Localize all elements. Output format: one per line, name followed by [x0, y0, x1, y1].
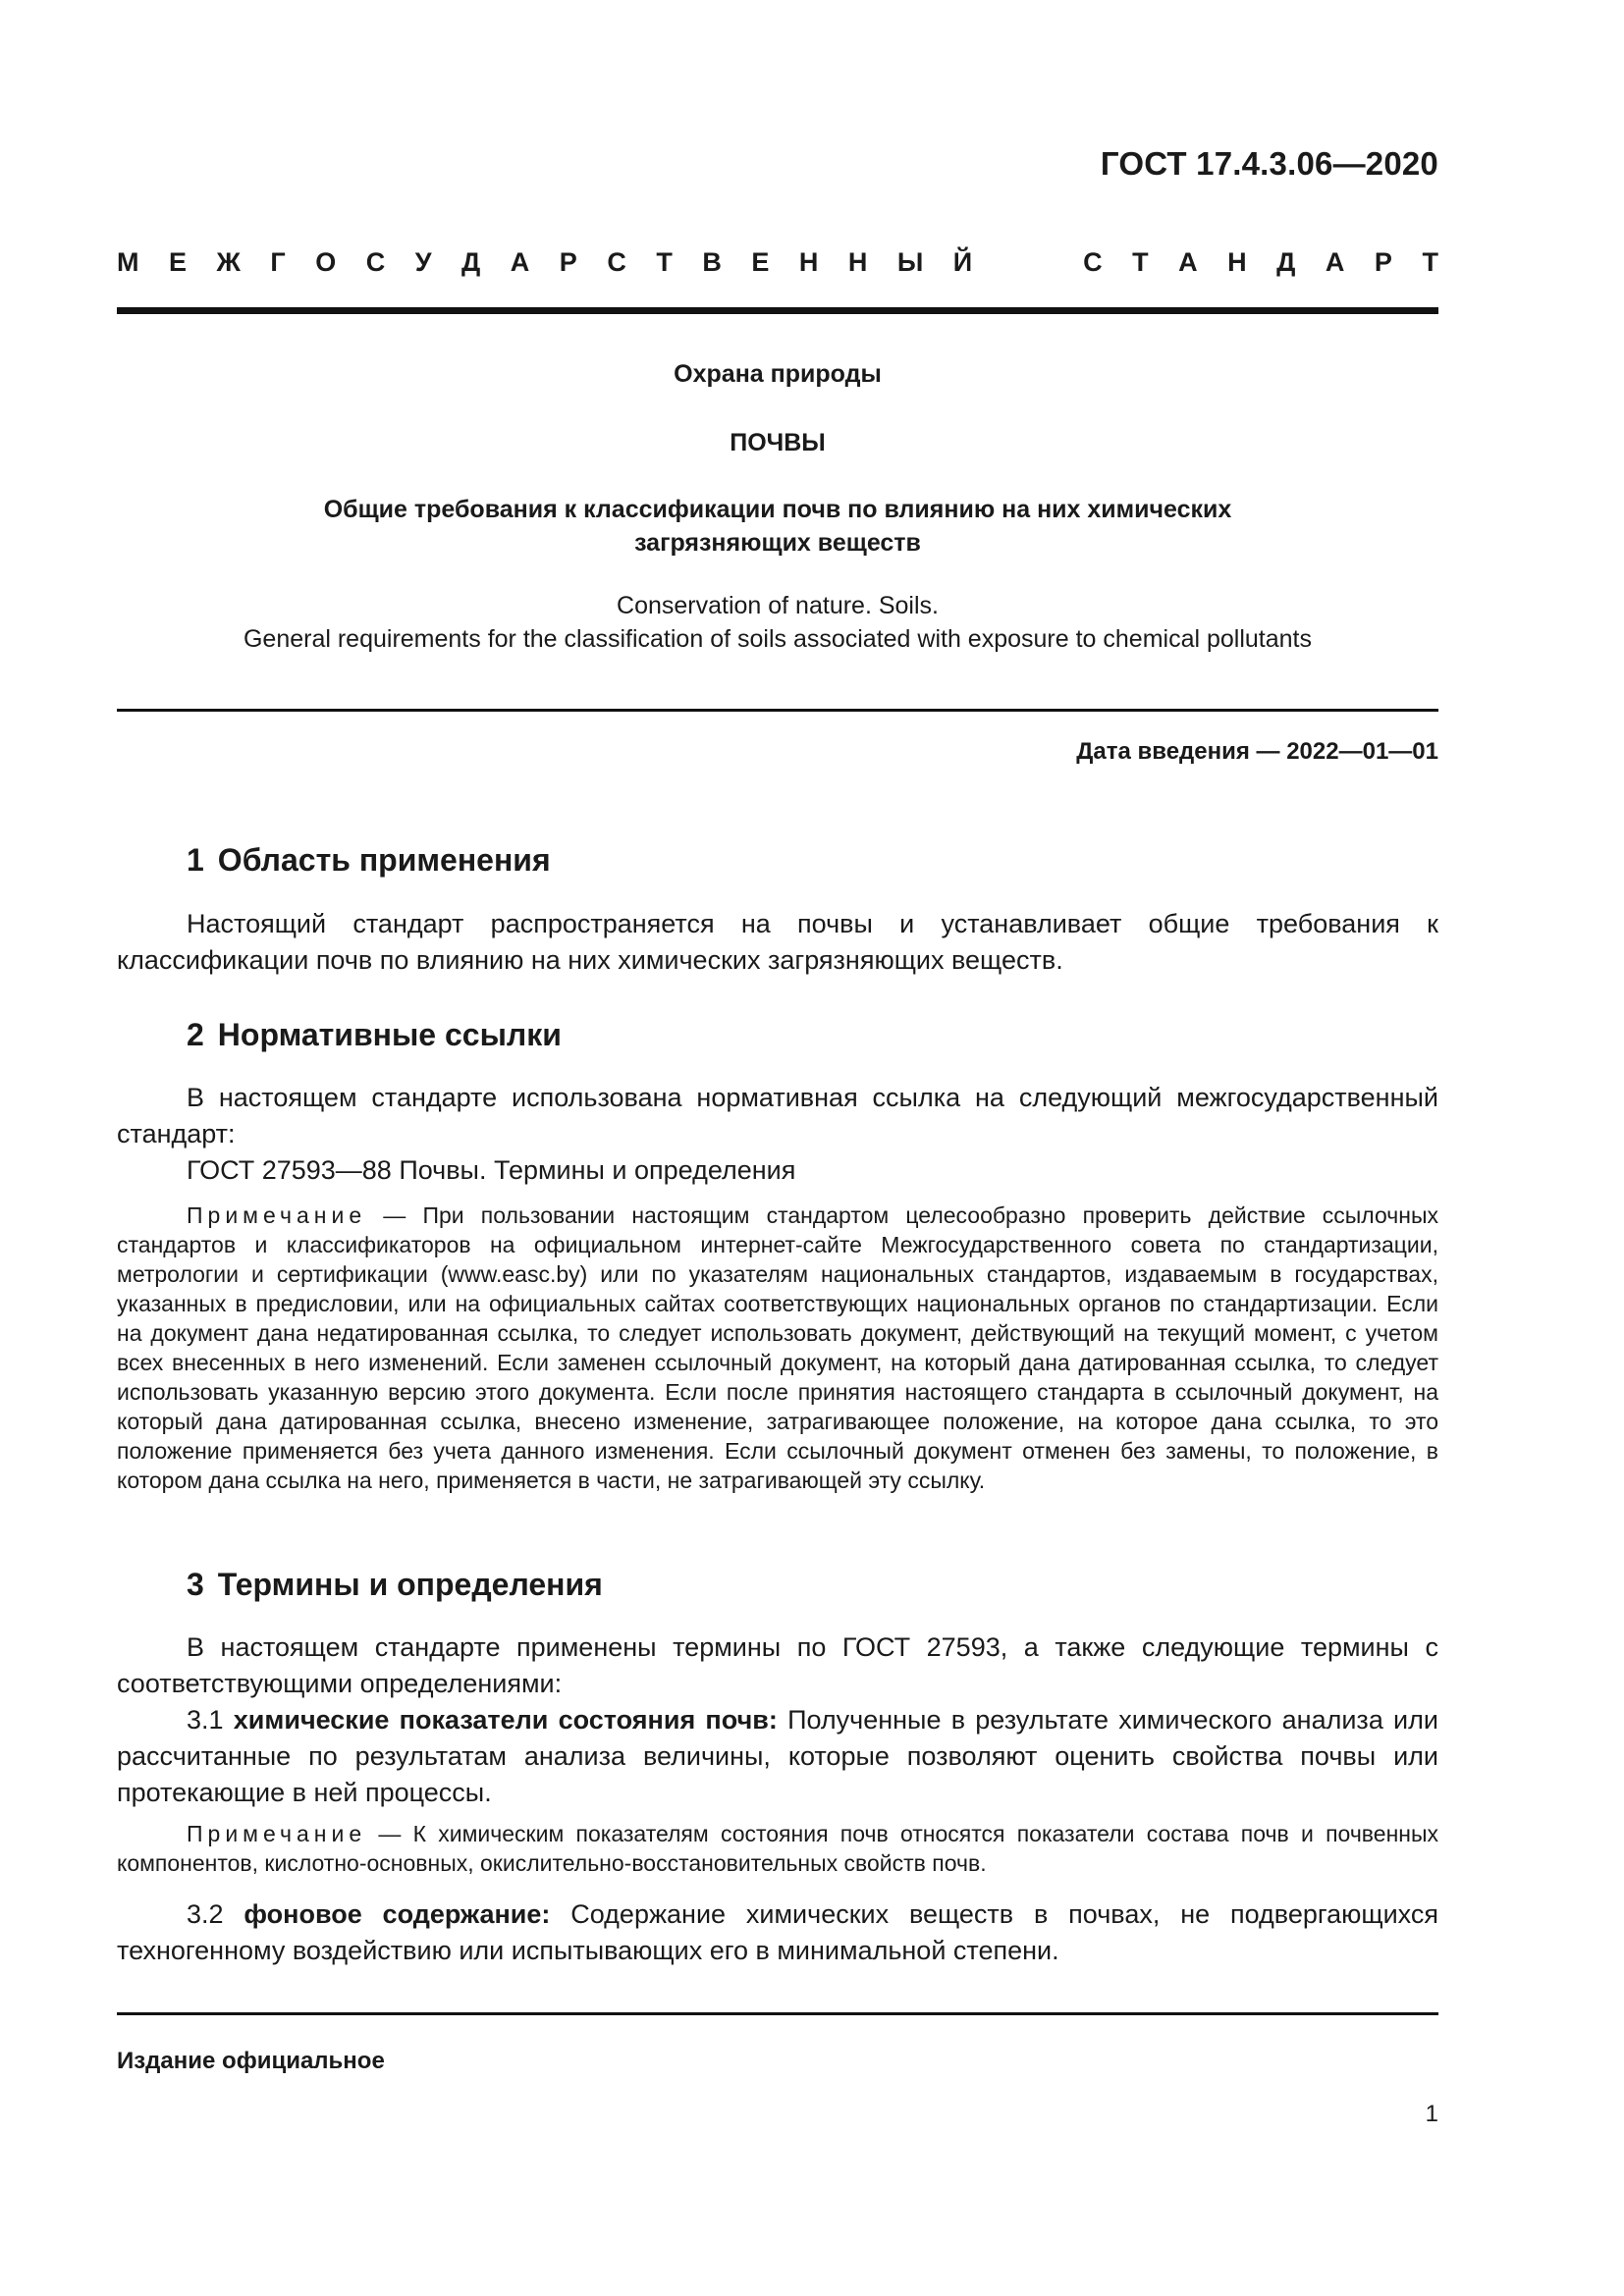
term-definition: Полученные в результате химического анализа или рассчитанные по результатам анализа величины, которые позволяют оценить свойства почвы или протекающие в ней процессы. [117, 1705, 1438, 1807]
page-number: 1 [1425, 2101, 1438, 2127]
banner-letter: Г [270, 247, 286, 277]
header-rule [117, 307, 1438, 314]
banner-letter: С [607, 247, 626, 277]
section-title: Термины и определения [217, 1567, 603, 1602]
section-number: 1 [187, 842, 204, 878]
banner-letter: Д [1276, 247, 1296, 277]
term-number: 3.2 [187, 1899, 244, 1929]
section-3-heading [187, 1567, 603, 1603]
subject-title: Охрана природы [674, 360, 882, 388]
title-en-line-2: General requirements for the classification of soils associated with exposure to chemical pollutants [243, 625, 1313, 653]
banner-letter: М [117, 247, 139, 277]
section-3-text: В настоящем стандарте применены термины по ГОСТ 27593, а также следующие термины с соответствующими определениями: [117, 1632, 1438, 1698]
banner-letter: Н [847, 247, 868, 277]
section-title: Нормативные ссылки [217, 1017, 562, 1052]
term-name: фоновое содержание: [244, 1899, 551, 1929]
footer-rule [117, 2012, 1438, 2015]
note-text: — К химическим показателям состояния почв относятся показатели состава почв и почвенных компонентов, кислотно-основных, окислительно-восстановительных свойств почв. [117, 1821, 1438, 1876]
term-definition: Содержание химических веществ в почвах, не подвергающихся техногенному воздействию или испытывающих его в минимальной степени. [117, 1899, 1438, 1965]
official-edition-label: Издание официальное [117, 2048, 385, 2074]
banner-letter: Й [952, 247, 973, 277]
banner-letter: Р [559, 247, 577, 277]
note-label: Примечание [187, 1202, 367, 1228]
banner-letter: Е [169, 247, 188, 277]
banner-letter: С [1083, 247, 1103, 277]
section-1-heading [187, 842, 551, 879]
banner-letter: Т [1422, 247, 1438, 277]
document-code: ГОСТ 17.4.3.06—2020 [1100, 145, 1438, 182]
interstate-standard-banner [117, 247, 1438, 287]
banner-letter: А [510, 247, 530, 277]
banner-letter: А [1325, 247, 1345, 277]
banner-letter: Н [798, 247, 819, 277]
banner-letter: Р [1374, 247, 1392, 277]
title-en [117, 589, 1438, 656]
banner-letter: А [1178, 247, 1198, 277]
introduction-date: Дата введения — 2022—01—01 [1076, 738, 1438, 765]
banner-letter: Ж [216, 247, 241, 277]
banner-letter: Е [751, 247, 770, 277]
title-rule [117, 709, 1438, 712]
section-2-heading [187, 1017, 562, 1053]
title-ru-line-1: Общие требования к классификации почв по влиянию на них химических [323, 496, 1232, 523]
note-label: Примечание [187, 1821, 367, 1846]
section-number: 3 [187, 1567, 204, 1602]
title-ru [117, 493, 1438, 560]
section-2-text: В настоящем стандарте использована нормативная ссылка на следующий межгосударственный стандарт: [117, 1083, 1438, 1148]
banner-letter: Ы [896, 247, 924, 277]
section-number: 2 [187, 1017, 204, 1052]
banner-letter: Т [1132, 247, 1149, 277]
banner-letter: Н [1227, 247, 1247, 277]
term-3-1 [117, 1702, 1438, 1811]
note-text: — При пользовании настоящим стандартом целесообразно проверить действие ссылочных стандартов и классификаторов на официальном интернет-сайте Межгосударственного совета по стандартизации, метрологии и сертификации (www.easc.by) или по указателям национальных стандартов, издаваемым в государствах, указанных в предисловии, или на официальных сайтах соответствующих национальных органов по стандартизации. Если на документ дана недатированная ссылка, то следует использовать документ, действующий на текущий момент, с учетом всех внесенных в него изменений. Если заменен ссылочный документ, на который дана датированная ссылка, то следует использовать указанную версию этого документа. Если после принятия настоящего стандарта в ссылочный документ, на который дана датированная ссылка, внесено изменение, затрагивающее положение, на которое дана ссылка, то это положение применяется без учета данного изменения. Если ссылочный документ отменен без замены, то положение, в котором дана ссылка на него, применяется в части, не затрагивающей эту ссылку. [117, 1202, 1438, 1493]
section-3-note [117, 1819, 1438, 1878]
section-title: Область применения [217, 842, 551, 878]
category-title: ПОЧВЫ [730, 429, 826, 456]
banner-letter: Т [656, 247, 673, 277]
term-name: химические показатели состояния почв: [233, 1705, 778, 1735]
banner-word-gap [1002, 247, 1054, 287]
banner-letter: Д [461, 247, 481, 277]
banner-letter: С [365, 247, 386, 277]
banner-letter: О [315, 247, 337, 277]
section-2-note [117, 1201, 1438, 1495]
section-1-text: Настоящий стандарт распространяется на почвы и устанавливает общие требования к классификации почв по влиянию на них химических загрязняющих веществ. [117, 909, 1438, 975]
term-number: 3.1 [187, 1705, 234, 1735]
banner-letter: У [414, 247, 432, 277]
term-3-2 [117, 1896, 1438, 1969]
banner-letter: В [702, 247, 722, 277]
title-en-line-1: Conservation of nature. Soils. [617, 592, 939, 619]
normative-reference: ГОСТ 27593—88 Почвы. Термины и определения [187, 1155, 796, 1185]
title-ru-line-2: загрязняющих веществ [634, 529, 921, 557]
